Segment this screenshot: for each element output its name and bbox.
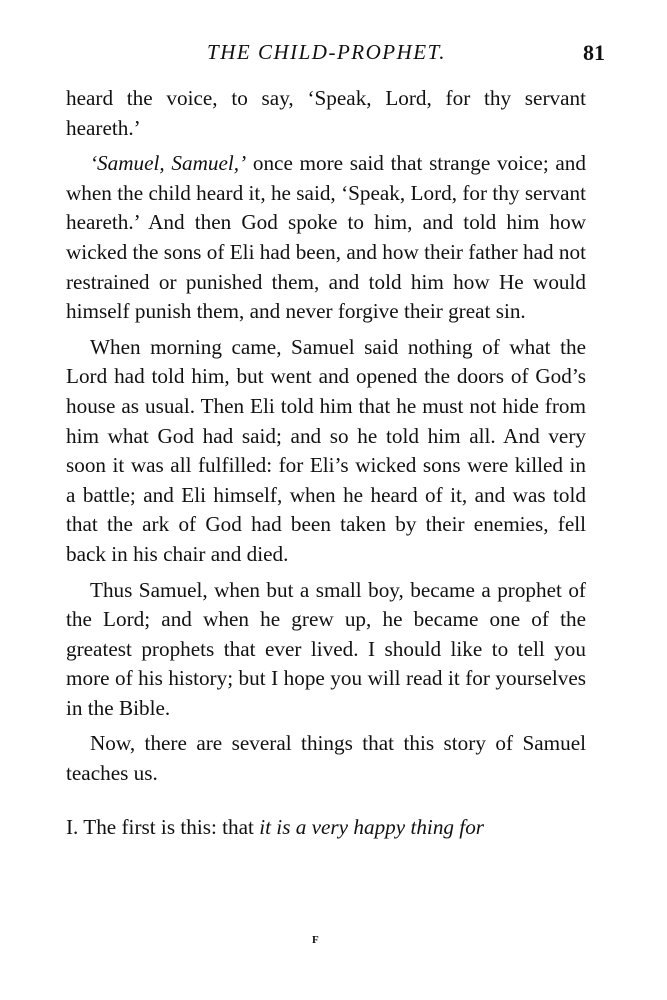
paragraph-3: When morning came, Samuel said nothing of what the Lord had told him, but went and opened the doors of God’s house as usual. Then Eli told him that he must not hide from him what God had said; and so he told him all. And very soon it was all fulfilled: for Eli’s wicked sons were killed in a battle; and Eli himself, when he heard of it, and was told that the ark of God had been taken by their enemies, fell back in his chair and died. bbox=[66, 334, 586, 566]
paragraph-5: Now, there are several things that this story of Samuel teaches us. bbox=[66, 731, 586, 786]
running-title: THE CHILD-PROPHET. bbox=[207, 40, 446, 64]
paragraph-1: heard the voice, to say, ‘Speak, Lord, for thy servant heareth.’ bbox=[66, 86, 586, 140]
paragraph-2 bbox=[66, 149, 586, 327]
paragraph-6-emphasis: it is a very happy thing for bbox=[259, 814, 485, 839]
paragraph-6 bbox=[66, 813, 586, 843]
paragraph-4: Thus Samuel, when but a small boy, became a prophet of the Lord; and when he grew up, he became one of the greatest prophets that ever lived. I should like to tell you more of his history; but I hope you will read it for yourselves in the Bible. bbox=[66, 577, 586, 720]
body-text bbox=[66, 84, 586, 848]
paragraph-2-quote: ‘Samuel, Samuel,’ bbox=[90, 151, 247, 176]
paragraph-2-text: once more said that strange voice; and when the child heard it, he said, ‘Speak, Lord, for thy servant heareth.’ And then God spoke to him, and told him how wicked the sons of Eli had been, and how their father had not restrained or punished them, and told him how He would himself punish them, and never forgive their great sin. bbox=[66, 151, 586, 324]
paragraph-6-text: I. The first is this: that bbox=[66, 814, 260, 839]
page-header bbox=[66, 40, 605, 70]
page-number: 81 bbox=[583, 40, 605, 65]
signature-mark: F bbox=[312, 934, 319, 946]
